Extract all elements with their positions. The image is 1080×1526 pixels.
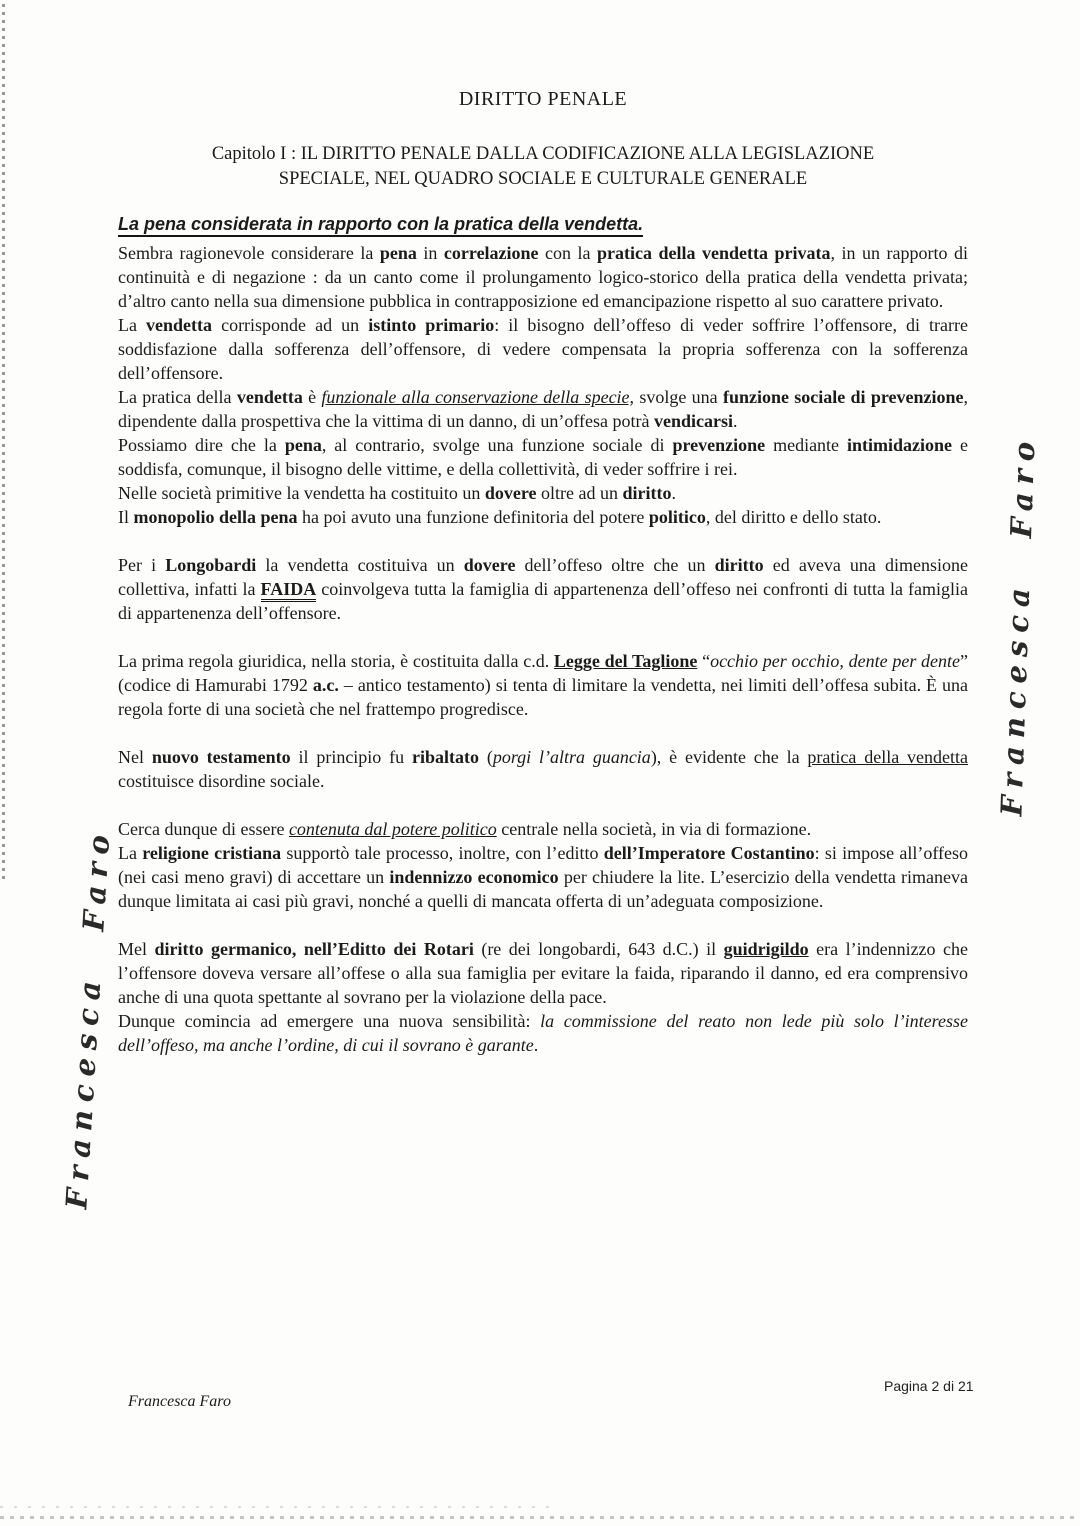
text-run: vendetta — [146, 315, 213, 335]
text-run: La — [118, 315, 147, 335]
section-heading — [118, 214, 968, 235]
paragraph — [118, 433, 968, 481]
text-run: dell’Imperatore Costantino — [603, 843, 815, 863]
text-run: monopolio della pena — [133, 507, 298, 527]
paragraph — [118, 313, 968, 385]
text-run: per chiudere la lite. L’esercizio della vendetta rimaneva dunque limitata ai casi più gravi, nonché a quelli di mancata offerta di un’adeguata composizione. — [118, 867, 969, 911]
text-run: : il bisogno dell’offeso di veder soffrire l’offensore, di trarre soddisfazione dalla sofferenza dell’offensore, di vedere compensata la propria sofferenza con la sofferenza dell’offensore. — [118, 315, 969, 383]
text-run: pena — [284, 435, 322, 455]
paragraph — [118, 505, 968, 529]
text-run: era l’indennizzo che l’offensore doveva versare all’offese o alla sua famiglia per evitare la faida, riparando il danno, ed era comprensivo anche di una quota spettante al sovrano per la violazione della pace. — [118, 939, 968, 1007]
text-run: Nel — [118, 747, 152, 767]
text-run: istinto primario — [368, 315, 495, 335]
document-title: DIRITTO PENALE — [458, 88, 628, 110]
text-run: centrale nella società, in via di formazione. — [496, 819, 812, 839]
text-run: politico — [648, 507, 706, 527]
text-run: La pratica della — [118, 387, 237, 407]
text-run: ha poi avuto una funzione definitoria del potere — [297, 507, 649, 527]
text-run: vendicarsi — [654, 411, 734, 431]
text-run: ( — [478, 747, 493, 767]
paragraph — [118, 841, 968, 913]
text-run: diritto — [714, 555, 764, 575]
paragraph — [118, 649, 968, 721]
scan-edge-artifact-bottom — [0, 1516, 1080, 1519]
text-run: nuovo testamento — [151, 747, 291, 767]
text-run: funzione sociale di prevenzione — [722, 387, 964, 407]
text-run: Possiamo dire che la — [118, 435, 285, 455]
scan-edge-artifact-left — [2, 4, 5, 880]
text-run: ribaltato — [411, 747, 479, 767]
watermark-right: Francesca Faro — [994, 433, 1042, 817]
text-run: Legge del Taglione — [553, 651, 698, 671]
text-run: con la — [538, 243, 598, 263]
text-run: , al contrario, svolge una funzione sociale di — [321, 435, 673, 455]
text-run: porgi l’altra guancia — [492, 747, 651, 767]
watermark-left: Francesca Faro — [59, 825, 117, 1211]
paragraph — [118, 1009, 968, 1057]
text-run: contenuta dal potere politico — [288, 819, 497, 839]
text-run: corrisponde ad un — [212, 315, 369, 335]
chapter-heading-line1: Capitolo I : IL DIRITTO PENALE DALLA CODIFICAZIONE ALLA LEGISLAZIONE — [211, 144, 875, 164]
paragraph — [118, 745, 968, 793]
chapter-heading — [118, 142, 968, 192]
text-run: costituisce disordine sociale. — [118, 771, 325, 791]
text-run: (re dei longobardi, 643 d.C.) il — [473, 939, 724, 959]
text-run: . — [533, 1035, 539, 1055]
footer-page-number: Pagina 2 di 21 — [884, 1378, 974, 1394]
text-run: . — [671, 483, 677, 503]
text-run: intimidazione — [847, 435, 953, 455]
text-run: dovere — [484, 483, 537, 503]
text-run: La — [118, 843, 143, 863]
section-heading-text: La pena considerata in rapporto con la pratica della vendetta. — [118, 214, 643, 237]
paragraphs — [118, 241, 968, 1057]
text-run: diritto — [622, 483, 672, 503]
text-run: correlazione — [443, 243, 539, 263]
text-run: la commissione del reato non lede più solo l’interesse dell’offeso, ma anche l’ordine, di cui il sovrano è garante — [118, 1011, 968, 1055]
paragraph — [118, 553, 968, 625]
text-run: coinvolgeva tutta la famiglia di appartenenza dell’offeso nei confronti di tutta la famiglia di appartenenza dell’offensore. — [118, 579, 969, 623]
text-run: , in un rapporto di continuità e di negazione : da un canto come il prolungamento logico-storico della pratica della vendetta privata; d’altro canto nella sua dimensione pubblica in contrapposizione ed emancipazione rispetto al suo carattere privato. — [118, 243, 968, 311]
paragraph — [118, 937, 968, 1009]
text-run: dovere — [463, 555, 516, 575]
paragraph — [118, 385, 968, 433]
text-run: e soddisfa, comunque, il bisogno delle vittime, e della collettività, di veder soffrire i rei. — [118, 435, 968, 479]
footer-author: Francesca Faro — [128, 1393, 231, 1410]
text-run: mediante — [765, 435, 848, 455]
text-run: dell’offeso oltre che un — [515, 555, 715, 575]
text-run: ed aveva una dimensione collettiva, infatti la — [118, 555, 969, 599]
text-run: Per i — [118, 555, 166, 575]
text-run: : si impose all’offeso (nei casi meno gravi) di accettare un — [118, 843, 968, 887]
text-run: . — [733, 411, 738, 431]
text-run: Nelle società primitive la vendetta ha costituito un — [118, 483, 485, 503]
text-run: Mel — [118, 939, 155, 959]
text-run: “ — [697, 651, 711, 671]
text-run: Il — [118, 507, 134, 527]
text-run: a.c. — [312, 675, 339, 695]
text-run: , del diritto e dello stato. — [705, 507, 882, 527]
text-run: supportò tale processo, inoltre, con l’editto — [281, 843, 604, 863]
text-run: Sembra ragionevole considerare la — [118, 243, 380, 263]
text-run: – antico testamento) si tenta di limitare la vendetta, nei limiti dell’offesa subita. È una regola forte di una società che nel frattempo progredisce. — [118, 675, 969, 719]
text-run: vendetta — [236, 387, 303, 407]
text-run: pena — [379, 243, 417, 263]
scan-noise-line — [0, 1506, 560, 1508]
text-run: indennizzo economico — [389, 867, 559, 887]
paragraph — [118, 817, 968, 841]
text-run: Cerca dunque di essere — [118, 819, 289, 839]
text-run: guidrigildo — [723, 939, 809, 959]
text-run: pratica della vendetta privata — [597, 243, 831, 263]
text-run: la vendetta costituiva un — [256, 555, 464, 575]
page-content — [118, 88, 968, 1057]
text-run: diritto germanico, nell’Editto dei Rotari — [154, 939, 474, 959]
paragraph — [118, 241, 968, 313]
text-run: Dunque comincia ad emergere una nuova sensibilità: — [118, 1011, 541, 1031]
chapter-heading-line2: SPECIALE, NEL QUADRO SOCIALE E CULTURALE GENERALE — [278, 169, 808, 189]
text-run: La prima regola giuridica, nella storia, è costituita dalla c.d. — [118, 651, 554, 671]
text-run: Longobardi — [165, 555, 257, 575]
text-run: svolge una — [634, 387, 723, 407]
text-run: religione cristiana — [142, 843, 282, 863]
text-run: il principio fu — [290, 747, 412, 767]
text-run: è — [302, 387, 322, 407]
text-run: in — [416, 243, 444, 263]
text-run: ), è evidente che la — [650, 747, 808, 767]
text-run: funzionale alla conservazione della specie, — [321, 387, 635, 407]
text-run: FAIDA — [261, 579, 317, 602]
text-run: , dipendente dalla prospettiva che la vittima di un danno, di un’offesa potrà — [118, 387, 969, 431]
text-run: ” (codice di Hamurabi 1792 — [118, 651, 969, 695]
text-run: pratica della vendetta — [807, 747, 968, 767]
text-run: oltre ad un — [536, 483, 623, 503]
text-run: occhio per occhio, dente per dente — [710, 651, 961, 671]
text-run: prevenzione — [672, 435, 766, 455]
paragraph — [118, 481, 968, 505]
